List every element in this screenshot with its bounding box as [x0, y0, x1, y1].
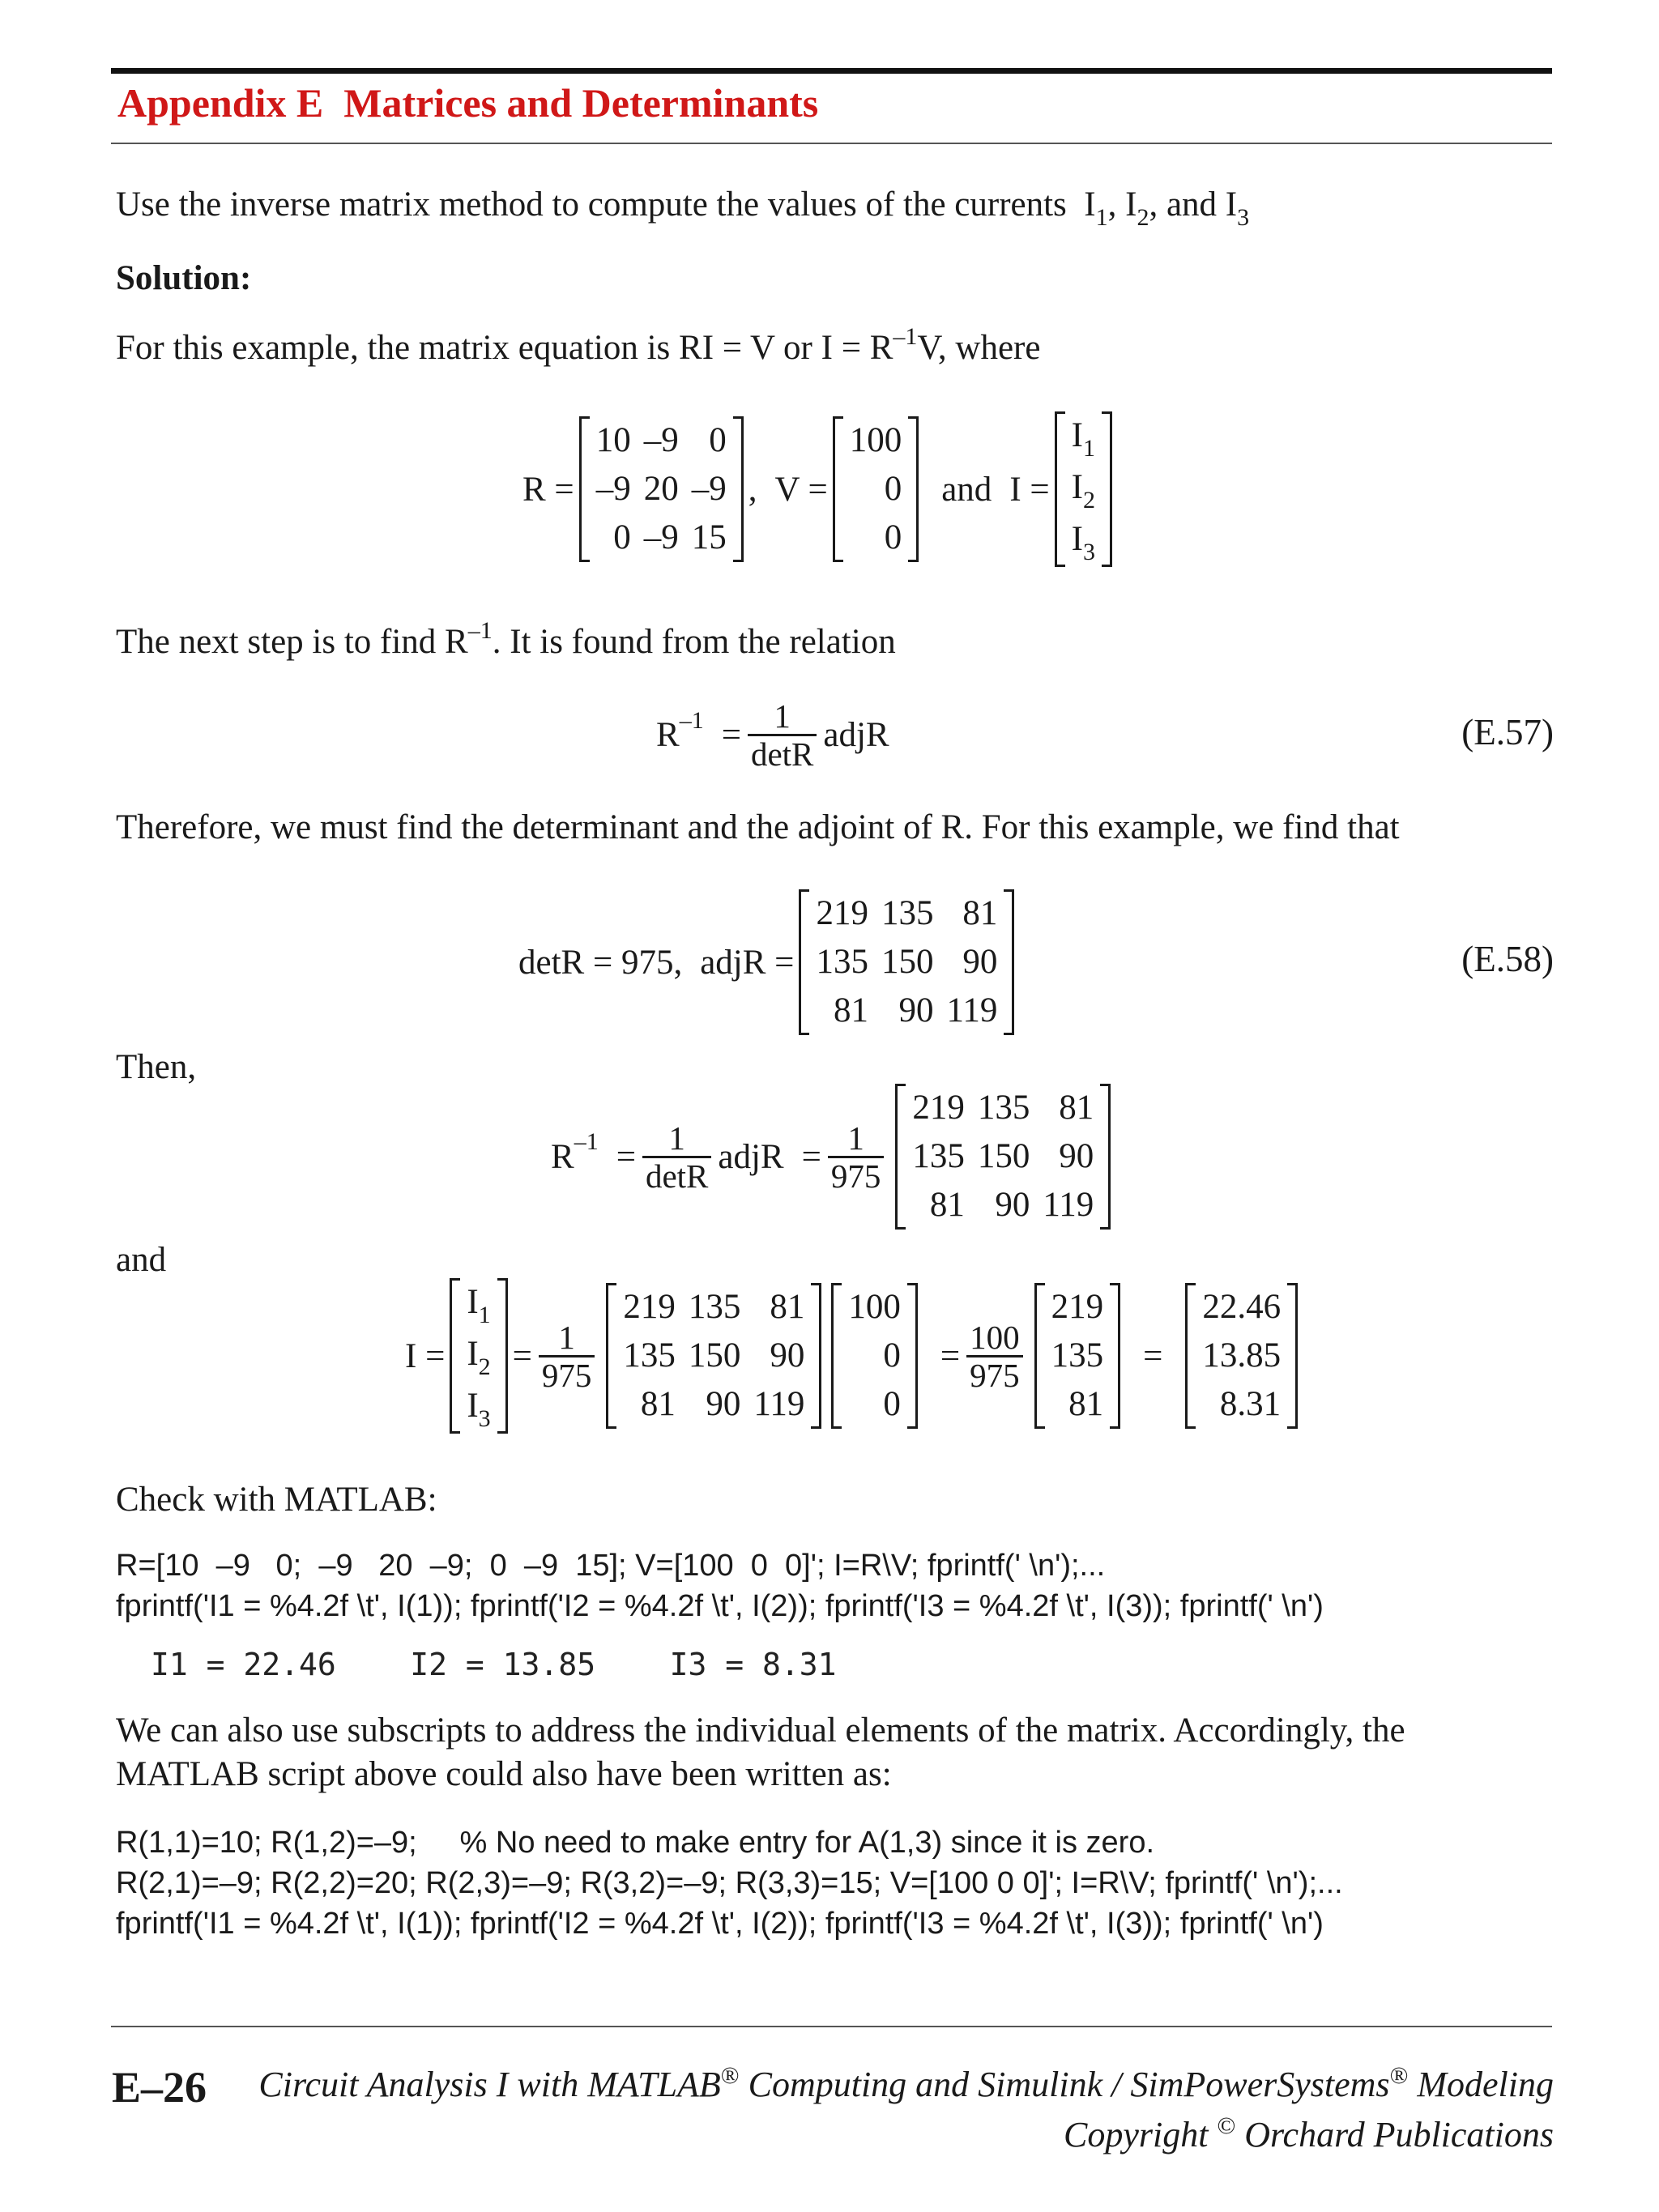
- matlab-code-block-2: R(1,1)=10; R(1,2)=–9; % No need to make entry for A(1,3) since it is zero. R(2,1)=–9; R(2,2)=20; R(2,3)=–9; R(3,2)=–9; R(3,3)=15; V=[100 0 0]'; I=R\V; fprintf(' \n');... fprintf('I1 = %4.2f \t', I(1)); fprintf('I2 = %4.2f \t', I(2)); fprintf('I3 = %4.2f \t', I(3)); fprintf(' \n'): [116, 1826, 1343, 1941]
- appendix-title: Matrices and Determinants: [343, 80, 819, 126]
- equation-number-57: (E.57): [1461, 712, 1554, 752]
- and-label: and: [116, 1241, 167, 1279]
- therefore-sentence: Therefore, we must find the determinant and the adjoint of R. For this example, we find that: [116, 808, 1400, 846]
- footer-rule: [111, 2026, 1552, 2027]
- I-vector: $I_1$ $I_2$ $I_3$: [1055, 411, 1112, 567]
- page-heading: [117, 79, 818, 126]
- rvi-definitions: R = 10 –9 0 –9 20 –9 0 –9 15 , V = 100 0 0 and I = $I_1$ $I_2$ $I_3$: [522, 411, 1117, 567]
- page-number: E–26: [112, 2063, 207, 2112]
- adj-matrix-2: 219 135 81 135 150 90 81 90 119: [895, 1084, 1111, 1230]
- next-step-sentence: The next step is to find $R^{-1}$. It is found from the relation: [116, 617, 896, 661]
- matlab-output: I1 = 22.46 I2 = 13.85 I3 = 8.31: [151, 1647, 837, 1682]
- equation-number-58: (E.58): [1461, 939, 1554, 979]
- top-rule: [111, 68, 1552, 74]
- final-computation: I = $I_1$ $I_2$ $I_3$ = $\frac{1}{975}$ 219 135 81 135 150 90 81 90 119 100 0 0 = $\frac{100}{975}$ 219 135 81 = 22.46 13.85 8.31: [405, 1278, 1303, 1434]
- V-vector: 100 0 0: [833, 416, 919, 562]
- then-label: Then,: [116, 1048, 197, 1086]
- equation-e57: R –1 = $\frac{1}{\det R}$ adjR: [656, 697, 889, 773]
- matrix-equation-sentence: For this example, the matrix equation is RI = V or $I = R^{-1}V$, where: [116, 323, 1041, 367]
- heading-rule: [111, 143, 1552, 144]
- adj-matrix: 219 135 81 135 150 90 81 90 119: [799, 889, 1014, 1035]
- book-title: Circuit Analysis I with MATLAB® Computing and Simulink / SimPowerSystems® Modeling: [258, 2062, 1554, 2104]
- intro-paragraph: Use the inverse matrix method to compute the values of the currents $I_1$, $I_2$, and $I_3$: [116, 185, 1250, 231]
- check-label: Check with MATLAB:: [116, 1481, 437, 1519]
- copyright-line: Copyright © Orchard Publications: [1064, 2112, 1554, 2154]
- matlab-code-block-1: R=[10 –9 0; –9 20 –9; 0 –9 15]; V=[100 0 0]'; I=R\V; fprintf(' \n');... fprintf('I1 = %4.2f \t', I(1)); fprintf('I2 = %4.2f \t', I(2)); fprintf('I3 = %4.2f \t', I(3)); fprintf(' \n'): [116, 1549, 1324, 1623]
- solution-label: Solution:: [116, 259, 252, 297]
- inverse-equation: R –1 = $\frac{1}{\det R}$ adjR = $\frac{1}{975}$ 219 135 81 135 150 90 81 90 119: [551, 1084, 1115, 1230]
- appendix-label: Appendix E: [117, 80, 324, 126]
- equation-e58: detR = 975, adjR = 219 135 81 135 150 90 81 90 119: [518, 889, 1019, 1035]
- R-matrix: 10 –9 0 –9 20 –9 0 –9 15: [579, 416, 744, 562]
- subscripts-paragraph: We can also use subscripts to address the individual elements of the matrix. Accordingly, the MATLAB script above could also have been written as:: [116, 1711, 1405, 1793]
